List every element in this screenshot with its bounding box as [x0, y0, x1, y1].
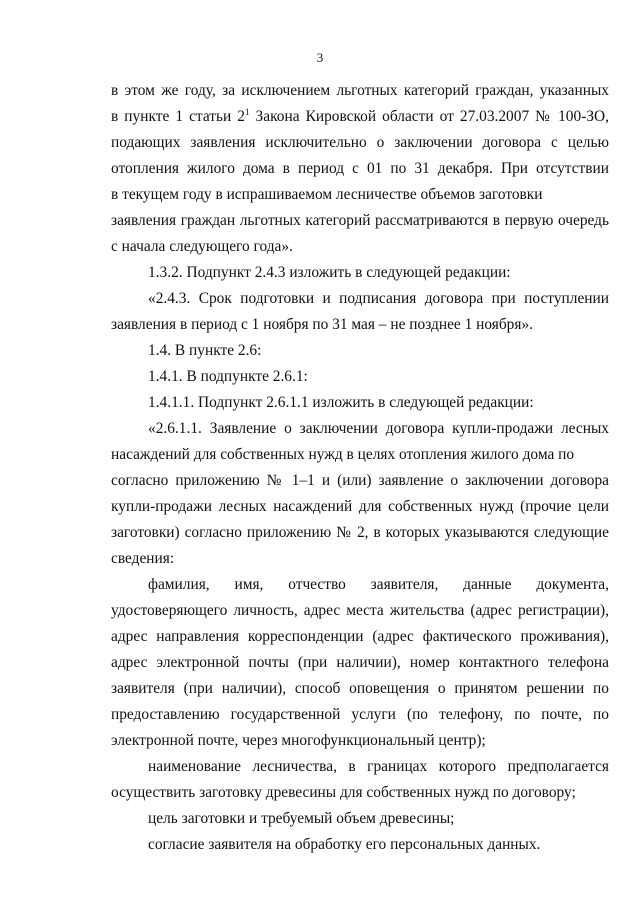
text-line: осуществить заготовку древесины для собственных нужд по договору; — [111, 784, 576, 801]
text-line: насаждений для собственных нужд в целях отопления жилого дома по — [111, 446, 575, 463]
text-fragment: Закона Кировской области от 27.03.2007 № 100-ЗО, — [249, 108, 609, 125]
text-line: 1.4. В пункте 2.6: — [148, 342, 262, 359]
document-body — [111, 78, 609, 858]
text-line: 1.4.1. В подпункте 2.6.1: — [148, 368, 308, 385]
text-line: в текущем году в испрашиваемом лесничестве объемов заготовки — [111, 186, 543, 203]
text-line: в этом же году, за исключением льготных категорий граждан, указанных — [111, 82, 609, 99]
text-line: «2.6.1.1. Заявление о заключении договора купли-продажи лесных — [148, 420, 609, 437]
text-line: заявления в период с 1 ноября по 31 мая – не позднее 1 ноября». — [111, 316, 533, 333]
text-line: 1.3.2. Подпункт 2.4.3 изложить в следующей редакции: — [148, 264, 511, 281]
text-line: согласно приложению № 1–1 и (или) заявление о заключении договора — [111, 472, 609, 489]
text-line: адрес электронной почты (при наличии), номер контактного телефона — [111, 654, 609, 671]
text-line: с начала следующего года». — [111, 238, 293, 255]
text-line: согласие заявителя на обработку его персональных данных. — [148, 836, 541, 853]
text-line: фамилия, имя, отчество заявителя, данные документа, — [148, 576, 609, 593]
text-line: 1.4.1.1. Подпункт 2.6.1.1 изложить в следующей редакции: — [148, 394, 534, 411]
text-line: наименование лесничества, в границах которого предполагается — [148, 758, 609, 775]
text-line: заготовки) согласно приложению № 2, в которых указываются следующие — [111, 524, 609, 541]
text-line: сведения: — [111, 550, 175, 567]
superscript: 1 — [244, 106, 250, 117]
text-line: заявителя (при наличии), способ оповещения о принятом решении по — [111, 680, 609, 697]
text-line: отопления жилого дома в период с 01 по 31 декабря. При отсутствии — [111, 160, 609, 177]
text-line: подающих заявления исключительно о заключении договора с целью — [111, 134, 609, 151]
text-line: цель заготовки и требуемый объем древесины; — [148, 810, 455, 827]
text-line: удостоверяющего личность, адрес места жительства (адрес регистрации), — [111, 602, 609, 619]
text-line — [111, 104, 609, 130]
text-line: заявления граждан льготных категорий рассматриваются в первую очередь — [111, 212, 609, 229]
text-line: адрес направления корреспонденции (адрес фактического проживания), — [111, 628, 609, 645]
text-line: предоставлению государственной услуги (по телефону, по почте, по — [111, 706, 609, 723]
text-line: купли-продажи лесных насаждений для собственных нужд (прочие цели — [111, 498, 609, 515]
page-number: 3 — [316, 50, 324, 65]
text-line: «2.4.3. Срок подготовки и подписания договора при поступлении — [148, 290, 609, 307]
text-line: электронной почте, через многофункциональный центр); — [111, 732, 486, 749]
text-fragment: в пункте 1 статьи 2 — [111, 108, 245, 125]
